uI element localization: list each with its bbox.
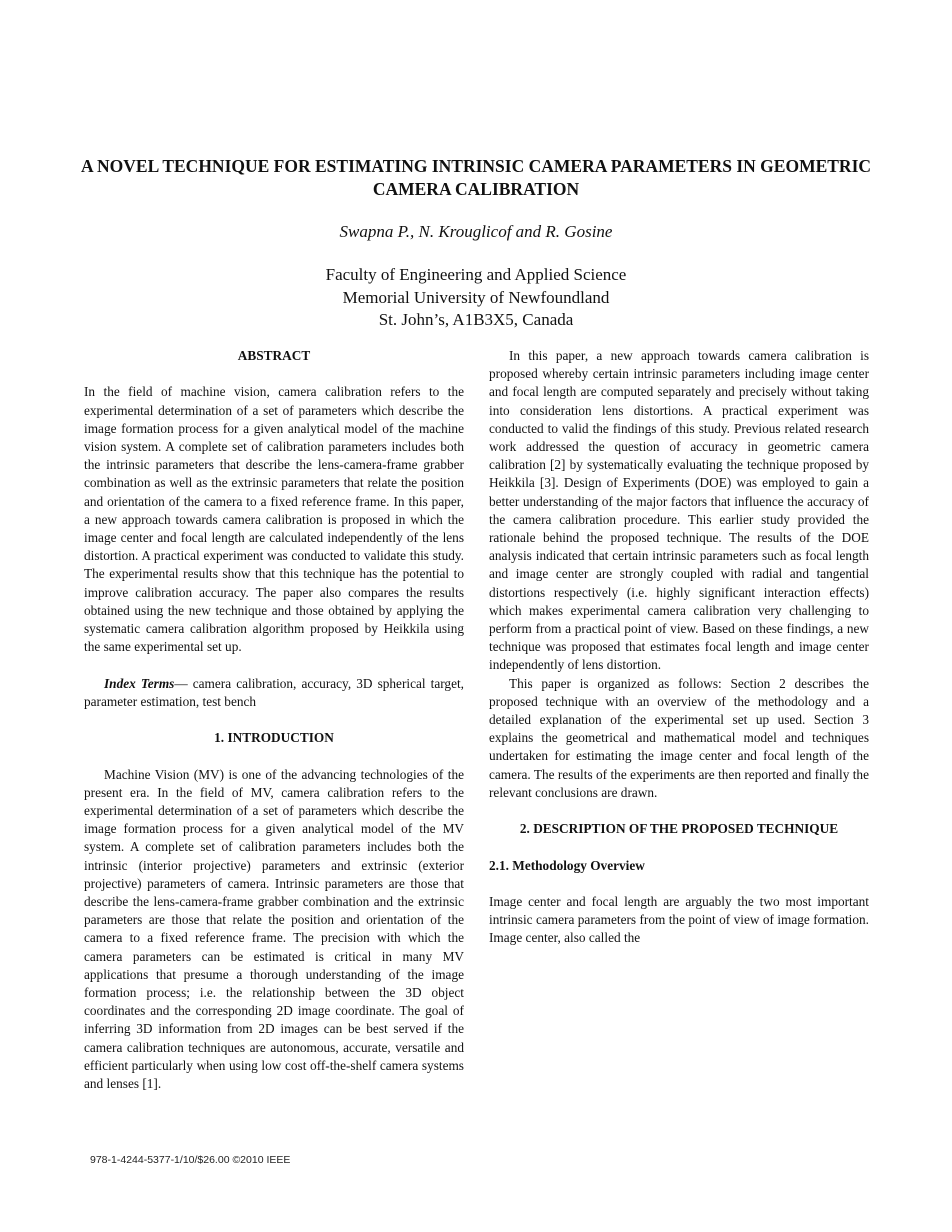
intro-paragraph-2: In this paper, a new approach towards camera calibration is proposed whereby certain intrinsic parameters including image center and focal length are computed separately and precisely without taking into consideration lens distortions. A practical experiment was conducted to valid the findings of this study. Previous related research work addressed the question of accuracy in geometric camera calibration [2] by systematically evaluating the technique proposed by Heikkila [3]. Design of Experiments (DOE) was employed to gain a better understanding of the major factors that influence the accuracy of the camera calibration procedure. This earlier study provided the rationale behind the proposed technique. The results of the DOE analysis indicated that certain intrinsic parameters such as focal length and image center are strongly coupled with radial and tangential distortions respectively (i.e. highly significant interaction effects) which makes experimental camera calibration very challenging to perform from a practical point of view. Based on these findings, a new technique was proposed that estimates focal length and image center independently of lens distortion. (489, 348, 869, 673)
copyright-footer: 978-1-4244-5377-1/10/$26.00 ©2010 IEEE (90, 1154, 291, 1166)
intro-paragraph-3: This paper is organized as follows: Section 2 describes the proposed technique with an overview of the methodology and a detailed explanation of the experimental set up used. Section 3 explains the geometrical and mathematical model and techniques undertaken for estimating the image center and focal length of the camera. The results of the experiments are then reported and finally the relevant conclusions are drawn. (489, 675, 869, 800)
section2-1-text: Image center and focal length are arguably the two most important intrinsic camera parameters from the point of view of image formation. Image center, also called the (489, 894, 869, 946)
paper-title: A NOVEL TECHNIQUE FOR ESTIMATING INTRINSIC CAMERA PARAMETERS IN GEOMETRIC CAMERA CALIBRATION (80, 156, 872, 199)
affiliation (80, 264, 872, 332)
index-terms (84, 675, 464, 711)
abstract-heading: ABSTRACT (237, 348, 311, 363)
section2-heading: 2. DESCRIPTION OF THE PROPOSED TECHNIQUE (519, 821, 839, 837)
intro-paragraph-1: Machine Vision (MV) is one of the advancing technologies of the present era. In the field of MV, camera calibration refers to the experimental determination of a set of parameters which describe the image formation process for a given analytical model of the MV system. A complete set of calibration parameters includes both the intrinsic (interior projective) parameters and extrinsic (exterior projective) parameters of camera. Intrinsic parameters are those that describe the lens-camera-frame grabber combination and the extrinsic parameters are those that relate the position and orientation of the camera to a fixed reference frame. The precision with which the camera parameters can be estimated is critical in many MV applications that presume a thorough understanding of the image formation process; i.e. the relationship between the 3D object coordinates and the corresponding 2D image coordinate. The goal of inferring 3D information from 2D images can be best served if the camera calibration techniques are autonomous, accurate, versatile and efficient particularly when using low cost off-the-shelf camera systems and lenses [1]. (84, 766, 464, 1092)
affiliation-line: Faculty of Engineering and Applied Science (325, 265, 627, 284)
right-column (489, 347, 869, 948)
index-terms-text: — camera calibration, accuracy, 3D spherical target, parameter estimation, test bench (84, 675, 465, 709)
affiliation-line: St. John’s, A1B3X5, Canada (378, 310, 574, 329)
section2-1-heading: 2.1. Methodology Overview (489, 857, 645, 873)
affiliation-line: Memorial University of Newfoundland (342, 287, 610, 307)
paper-authors: Swapna P., N. Krouglicof and R. Gosine (339, 222, 613, 241)
left-column (84, 347, 465, 1092)
intro-heading: 1. INTRODUCTION (214, 730, 334, 746)
index-terms-label: Index Terms (104, 675, 175, 691)
abstract-text: In the field of machine vision, camera calibration refers to the experimental determination of a set of parameters which describe the image formation process for a given analytical model of the machine vision system. A complete set of calibration parameters includes both the intrinsic parameters that describe the lens-camera-frame grabber combination as well as the extrinsic parameters that relate the position and orientation of the camera to a fixed reference frame. In this paper, a new approach towards camera calibration is proposed in which the image center and focal length are calculated independently of the lens distortion. A practical experiment was conducted to validate this study. The experimental results show that this technique has the potential to improve calibration accuracy. The paper also compares the results obtained using the new technique and those obtained by applying the systematic camera calibration algorithm proposed by Heikkila using the same experimental set up. (84, 384, 464, 655)
